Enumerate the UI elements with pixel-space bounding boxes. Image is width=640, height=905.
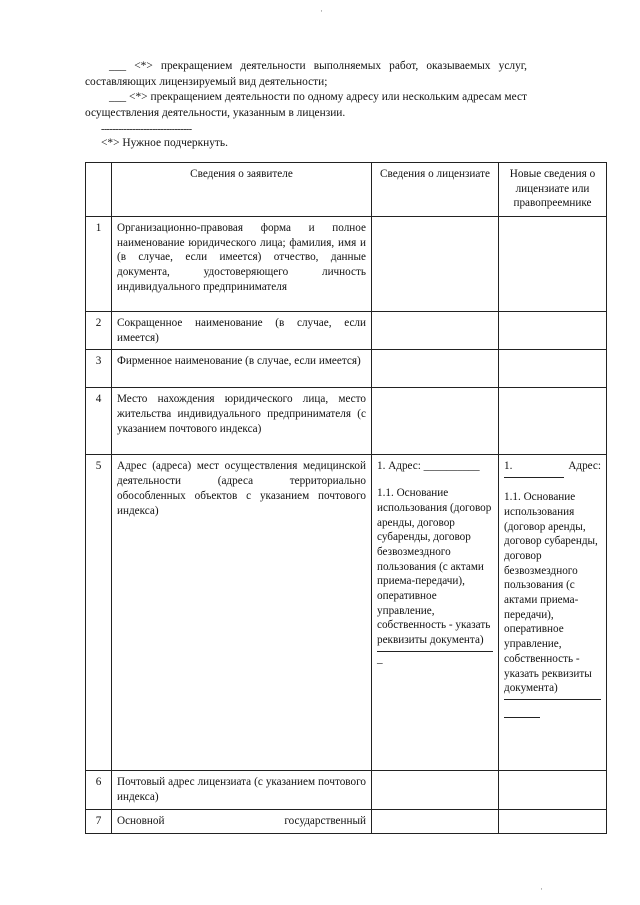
new-address-label: Адрес: <box>568 460 601 473</box>
row-description: Адрес (адреса) мест осуществления медицинской деятельности (адреса территориально обособленных объектов с указанием почтового индекса) <box>112 455 372 771</box>
new-info-cell <box>499 771 607 809</box>
table-row <box>86 388 607 455</box>
table-row <box>86 809 607 833</box>
header-new-info: Новые сведения о лицензиате или правопреемнике <box>499 163 607 217</box>
scan-speck: · <box>320 6 323 16</box>
table-header-row <box>86 163 607 217</box>
row-number: 5 <box>86 455 112 771</box>
new-basis-text: 1.1. Основание использования (договор аренды, договор субаренды, договор безвозмездного пользования (с актами приема-передачи), оперативное управление, собственность - указать реквизиты документа) <box>504 491 598 695</box>
licensee-cell <box>372 217 499 312</box>
intro-paragraph-1: ___ <*> прекращением деятельности выполняемых работ, оказываемых услуг, составляющих лицензируемый вид деятельности; <box>85 60 527 88</box>
footnote-separator: -------------------------------- <box>101 124 192 135</box>
licensee-cell <box>372 809 499 833</box>
license-info-table <box>85 162 607 834</box>
row-number: 7 <box>86 809 112 833</box>
new-address-cell <box>499 455 607 771</box>
row-description: Сокращенное наименование (в случае, если имеется) <box>112 312 372 350</box>
new-info-cell <box>499 350 607 388</box>
intro-text <box>85 59 527 121</box>
new-info-cell <box>499 312 607 350</box>
table-row <box>86 217 607 312</box>
short-line <box>504 708 540 718</box>
row-description: Фирменное наименование (в случае, если имеется) <box>112 350 372 388</box>
licensee-cell <box>372 350 499 388</box>
row-number: 6 <box>86 771 112 809</box>
row-description: Основной государственный <box>112 809 372 833</box>
licensee-cell <box>372 388 499 455</box>
row-number: 4 <box>86 388 112 455</box>
table-row <box>86 771 607 809</box>
row-description: Почтовый адрес лицензиата (с указанием почтового индекса) <box>112 771 372 809</box>
new-info-cell <box>499 809 607 833</box>
table-row <box>86 455 607 771</box>
licensee-address-label: 1. Адрес: __________ <box>377 460 480 473</box>
row-description: Организационно-правовая форма и полное наименование юридического лица; фамилия, имя и (в случае, если имеется) отчество, данные документа, удостоверяющего личность индивидуального предпринимателя <box>112 217 372 312</box>
row-number: 1 <box>86 217 112 312</box>
row-description: Место нахождения юридического лица, место жительства индивидуального предпринимателя (с указанием почтового индекса) <box>112 388 372 455</box>
new-address-number: 1. <box>504 460 513 473</box>
licensee-address-cell <box>372 455 499 771</box>
licensee-cell <box>372 771 499 809</box>
table-row <box>86 312 607 350</box>
new-info-cell <box>499 388 607 455</box>
footnote-note: <*> Нужное подчеркнуть. <box>101 137 228 149</box>
header-num-cell <box>86 163 112 217</box>
row-number: 2 <box>86 312 112 350</box>
table-row <box>86 350 607 388</box>
row-number: 3 <box>86 350 112 388</box>
new-info-cell <box>499 217 607 312</box>
scan-speck: · <box>540 884 543 894</box>
intro-paragraph-2: ___ <*> прекращением деятельности по одному адресу или нескольким адресам мест осуществления деятельности, указанным в лицензии. <box>85 91 527 119</box>
licensee-cell <box>372 312 499 350</box>
dash-mark: _ <box>377 652 383 665</box>
header-licensee: Сведения о лицензиате <box>372 163 499 217</box>
licensee-basis-text: 1.1. Основание использования (договор аренды, договор субаренды, договор безвозмездного пользования (с актами приема-передачи), оперативное управление, собственность - указать реквизиты документа) <box>377 487 492 647</box>
header-applicant: Сведения о заявителе <box>112 163 372 217</box>
